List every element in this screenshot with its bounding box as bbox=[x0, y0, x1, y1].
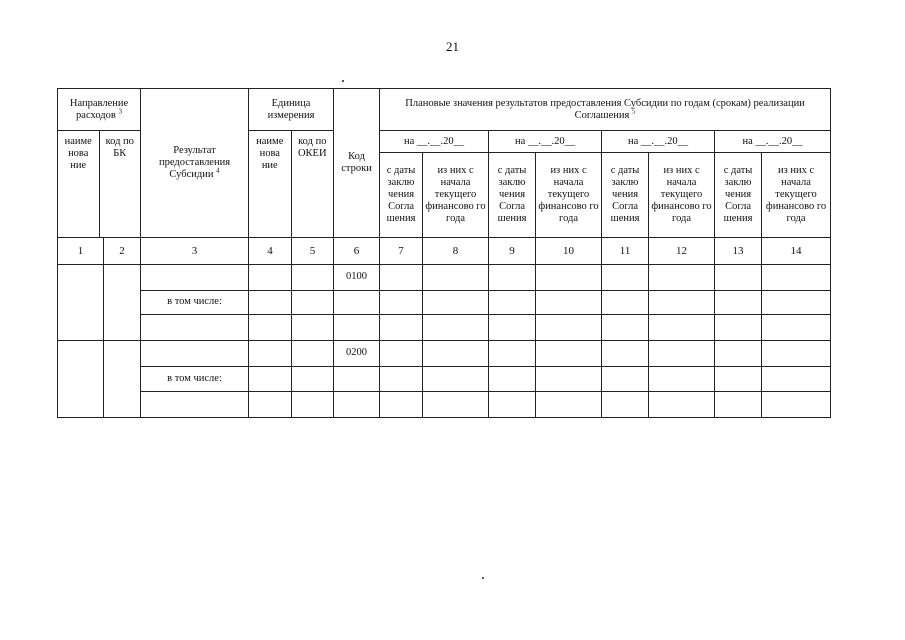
header-direction: Направление расходов $^3$ bbox=[58, 89, 141, 131]
column-number: 9 bbox=[489, 238, 536, 264]
table-cell bbox=[762, 391, 831, 417]
table-cell bbox=[423, 366, 489, 391]
table-cell bbox=[292, 314, 334, 340]
including-label: в том числе: bbox=[141, 366, 249, 391]
table-cell bbox=[602, 290, 649, 314]
column-number: 14 bbox=[762, 238, 831, 264]
column-number: 4 bbox=[249, 238, 292, 264]
table-cell bbox=[762, 264, 831, 290]
subheader-from-agreement: с даты заклю чения Согла шения bbox=[380, 153, 423, 238]
table-cell bbox=[334, 366, 380, 391]
column-number: 3 bbox=[141, 238, 249, 264]
table-cell bbox=[249, 340, 292, 366]
table-cell bbox=[58, 340, 104, 417]
table-cell bbox=[249, 366, 292, 391]
table-cell bbox=[423, 264, 489, 290]
table-cell bbox=[249, 391, 292, 417]
header-line-code: Код строки bbox=[334, 89, 380, 238]
subheader-from-agreement: с даты заклю чения Согла шения bbox=[489, 153, 536, 238]
table-cell bbox=[334, 391, 380, 417]
column-number: 12 bbox=[649, 238, 715, 264]
table-cell bbox=[249, 290, 292, 314]
period-header-1: на __.__.20__ bbox=[380, 131, 489, 153]
page-number: 21 bbox=[446, 39, 459, 54]
column-number: 13 bbox=[715, 238, 762, 264]
table-cell bbox=[762, 366, 831, 391]
table-cell bbox=[249, 314, 292, 340]
table-cell bbox=[423, 314, 489, 340]
column-number: 2 bbox=[104, 238, 141, 264]
table-row bbox=[58, 366, 831, 391]
table-cell bbox=[649, 264, 715, 290]
table-row bbox=[58, 290, 831, 314]
table-cell bbox=[602, 264, 649, 290]
table-cell bbox=[141, 264, 249, 290]
table-row bbox=[58, 391, 831, 417]
table-cell bbox=[536, 340, 602, 366]
direction-subtable bbox=[58, 131, 140, 237]
table-cell bbox=[292, 264, 334, 290]
table-cell bbox=[602, 340, 649, 366]
table-cell bbox=[649, 366, 715, 391]
table-cell bbox=[292, 391, 334, 417]
header-row-1 bbox=[58, 89, 831, 131]
table-cell bbox=[536, 264, 602, 290]
table-cell bbox=[715, 391, 762, 417]
table-row bbox=[58, 264, 831, 290]
column-number: 6 bbox=[334, 238, 380, 264]
including-label: в том числе: bbox=[141, 290, 249, 314]
subheader-from-agreement: с даты заклю чения Согла шения bbox=[715, 153, 762, 238]
table-cell bbox=[380, 391, 423, 417]
period-header-3: на __.__.20__ bbox=[602, 131, 715, 153]
table-cell bbox=[489, 314, 536, 340]
table-cell bbox=[715, 264, 762, 290]
table-cell bbox=[489, 366, 536, 391]
table-cell bbox=[715, 340, 762, 366]
table-row bbox=[58, 314, 831, 340]
table-cell bbox=[380, 290, 423, 314]
table-cell bbox=[58, 264, 104, 340]
table-cell bbox=[602, 314, 649, 340]
header-result: Результат предоставления Субсидии $^4$ bbox=[141, 89, 249, 238]
header-unit: Единица измерения bbox=[249, 89, 334, 131]
line-code-cell: 0200 bbox=[334, 340, 380, 366]
table-cell bbox=[423, 290, 489, 314]
table-cell bbox=[602, 391, 649, 417]
table-cell bbox=[489, 340, 536, 366]
subheader-unit-name: наиме нова ние bbox=[249, 131, 291, 237]
table-cell bbox=[489, 290, 536, 314]
unit-subtable bbox=[249, 131, 333, 237]
scan-speck bbox=[482, 577, 484, 579]
header-planned-values: Плановые значения результатов предоставления Субсидии по годам (срокам) реализации Соглашения $^5$ bbox=[380, 89, 831, 131]
table-cell bbox=[536, 290, 602, 314]
table-cell bbox=[141, 391, 249, 417]
table-cell bbox=[380, 366, 423, 391]
table-cell bbox=[649, 290, 715, 314]
table-cell bbox=[762, 290, 831, 314]
table-cell bbox=[649, 391, 715, 417]
table-cell bbox=[334, 314, 380, 340]
period-header-4: на __.__.20__ bbox=[715, 131, 831, 153]
column-number: 10 bbox=[536, 238, 602, 264]
table-cell bbox=[649, 340, 715, 366]
subheader-name: наиме нова ние bbox=[58, 131, 99, 237]
table-cell bbox=[423, 391, 489, 417]
table-cell bbox=[380, 340, 423, 366]
subheader-bk-code: код по БК bbox=[105, 136, 134, 160]
subheader-from-year-start: из них с начала текущего финансово го года bbox=[536, 153, 602, 238]
table-cell bbox=[715, 290, 762, 314]
table-cell bbox=[292, 290, 334, 314]
table-cell bbox=[715, 314, 762, 340]
table-cell bbox=[292, 340, 334, 366]
table-cell bbox=[380, 264, 423, 290]
table-cell bbox=[602, 366, 649, 391]
scan-speck bbox=[342, 80, 344, 82]
table-cell bbox=[104, 340, 141, 417]
table-cell bbox=[536, 366, 602, 391]
subheader-from-year-start: из них с начала текущего финансово го года bbox=[423, 153, 489, 238]
unit-subheader bbox=[249, 131, 334, 238]
column-number: 1 bbox=[58, 238, 104, 264]
subheader-from-year-start: из них с начала текущего финансово го года bbox=[762, 153, 831, 238]
column-number: 7 bbox=[380, 238, 423, 264]
table-cell bbox=[141, 340, 249, 366]
table-cell bbox=[649, 314, 715, 340]
table-cell bbox=[489, 264, 536, 290]
table-cell bbox=[423, 340, 489, 366]
table-cell bbox=[536, 391, 602, 417]
table-cell bbox=[334, 290, 380, 314]
table-cell bbox=[762, 340, 831, 366]
table-cell bbox=[249, 264, 292, 290]
subheader-from-agreement: с даты заклю чения Согла шения bbox=[602, 153, 649, 238]
table-row bbox=[58, 340, 831, 366]
direction-subheader bbox=[58, 131, 141, 238]
column-number: 8 bbox=[423, 238, 489, 264]
subheader-from-year-start: из них с начала текущего финансово го года bbox=[649, 153, 715, 238]
results-table bbox=[57, 88, 831, 418]
table-cell bbox=[762, 314, 831, 340]
column-number: 11 bbox=[602, 238, 649, 264]
table-cell bbox=[292, 366, 334, 391]
table-cell bbox=[715, 366, 762, 391]
period-header-2: на __.__.20__ bbox=[489, 131, 602, 153]
subheader-okei-code: код по ОКЕИ bbox=[297, 136, 327, 160]
table-cell bbox=[536, 314, 602, 340]
table-cell bbox=[141, 314, 249, 340]
line-code-cell: 0100 bbox=[334, 264, 380, 290]
table-cell bbox=[380, 314, 423, 340]
table-cell bbox=[104, 264, 141, 340]
column-number: 5 bbox=[292, 238, 334, 264]
column-number-row bbox=[58, 238, 831, 264]
table-cell bbox=[489, 391, 536, 417]
